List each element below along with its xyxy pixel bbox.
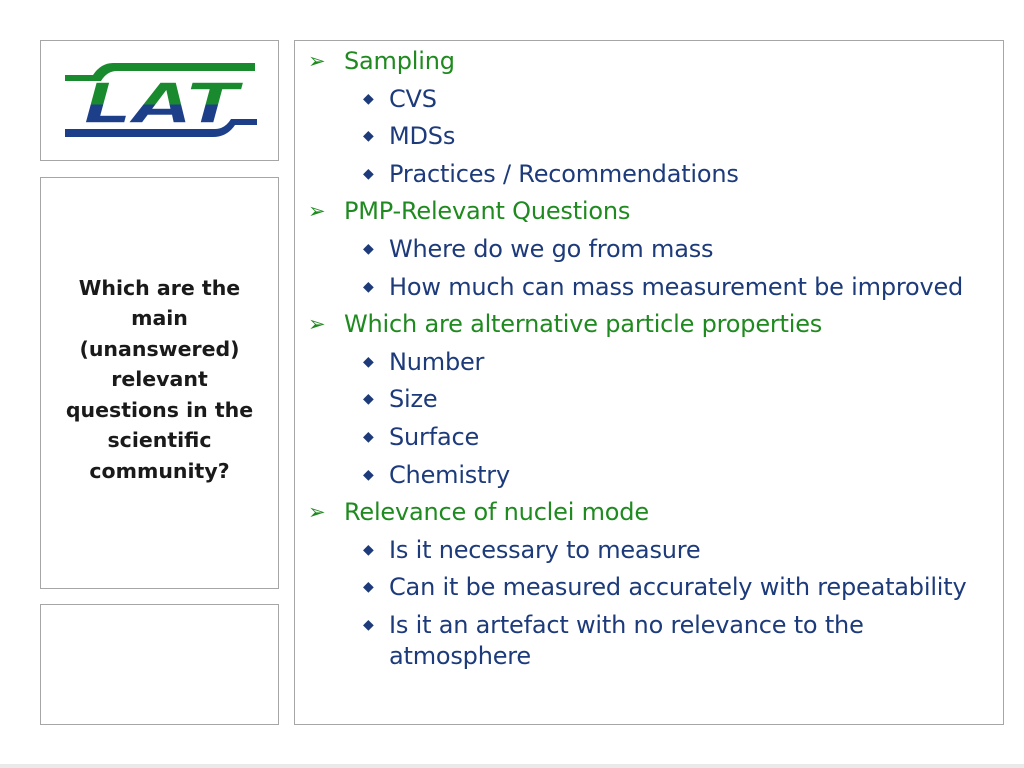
topic-row [308, 497, 995, 535]
subtopic-label: Is it an artefact with no relevance to the atmosphere [389, 610, 864, 670]
subtopic-label: MDSs [389, 122, 456, 151]
empty-panel [40, 604, 279, 725]
subtopic-item [308, 121, 995, 159]
topic-row [308, 309, 995, 347]
diamond-icon: ◆ [363, 541, 374, 558]
subtopic-label: Can it be measured accurately with repeatability [389, 573, 967, 602]
arrowhead-icon: ➢ [308, 49, 326, 73]
subtopic-list [308, 347, 995, 497]
subtopic-item [308, 422, 995, 460]
diamond-icon: ◆ [363, 165, 374, 182]
subtopic-label: How much can mass measurement be improved [389, 272, 964, 301]
footer-strip [0, 764, 1024, 768]
topic-label: Which are alternative particle properties [344, 310, 823, 339]
subtopic-item [308, 159, 995, 197]
question-text: Which are the main (unanswered) relevant questions in the scientific community? [65, 275, 254, 483]
question-panel [40, 177, 279, 589]
logo-panel [40, 40, 279, 161]
subtopic-label: CVS [389, 84, 437, 113]
content-panel [294, 40, 1004, 725]
subtopic-item [308, 84, 995, 122]
subtopic-list [308, 234, 995, 309]
subtopic-item [308, 234, 995, 272]
subtopic-item [308, 272, 995, 310]
topic-item [308, 497, 995, 672]
arrowhead-icon: ➢ [308, 199, 326, 224]
diamond-icon: ◆ [363, 428, 374, 445]
subtopic-list [308, 535, 995, 672]
arrowhead-icon: ➢ [308, 312, 326, 337]
topic-row [308, 196, 995, 234]
subtopic-label: Surface [389, 422, 480, 451]
lat-logo [63, 59, 259, 141]
subtopic-label: Practices / Recommendations [389, 159, 739, 188]
subtopic-label: Chemistry [389, 460, 510, 489]
topic-row [308, 46, 995, 84]
diamond-icon: ◆ [363, 391, 374, 408]
subtopic-item [308, 572, 995, 610]
topic-list [308, 46, 995, 672]
topic-item [308, 196, 995, 309]
diamond-icon: ◆ [363, 128, 374, 145]
diamond-icon: ◆ [363, 466, 374, 483]
diamond-icon: ◆ [363, 278, 374, 295]
subtopic-item [308, 610, 995, 672]
diamond-icon: ◆ [363, 90, 374, 107]
subtopic-item [308, 535, 995, 573]
logo-text: LAT [83, 72, 245, 137]
subtopic-label: Number [389, 347, 485, 376]
topic-label: Sampling [344, 47, 455, 75]
subtopic-item [308, 347, 995, 385]
subtopic-label: Size [389, 385, 438, 414]
topic-item [308, 46, 995, 196]
subtopic-list [308, 84, 995, 197]
subtopic-label: Where do we go from mass [389, 234, 714, 263]
diamond-icon: ◆ [363, 616, 374, 633]
diamond-icon: ◆ [363, 353, 374, 370]
topic-label: PMP-Relevant Questions [344, 197, 631, 226]
subtopic-item [308, 384, 995, 422]
topic-label: Relevance of nuclei mode [344, 498, 649, 527]
diamond-icon: ◆ [363, 240, 374, 257]
subtopic-label: Is it necessary to measure [389, 535, 701, 564]
topic-item [308, 309, 995, 497]
diamond-icon: ◆ [363, 579, 374, 596]
arrowhead-icon: ➢ [308, 500, 326, 525]
subtopic-item [308, 460, 995, 498]
